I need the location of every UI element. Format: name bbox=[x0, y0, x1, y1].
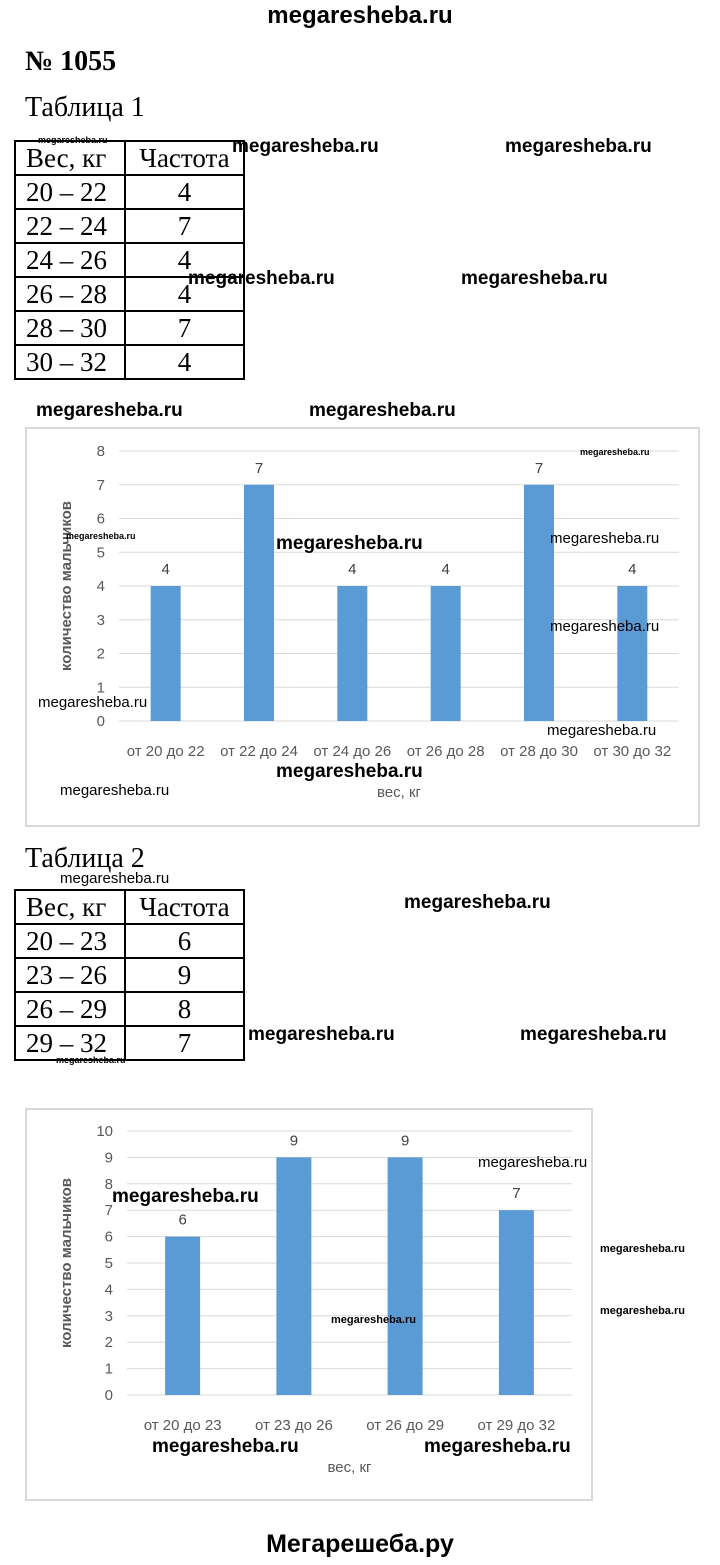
y-tick-label: 6 bbox=[104, 1228, 113, 1246]
watermark: megaresheba.ru bbox=[60, 870, 170, 887]
x-tick-label: от 20 до 23 bbox=[143, 1417, 222, 1434]
y-tick-label: 9 bbox=[104, 1149, 113, 1167]
y-tick-label: 7 bbox=[96, 476, 105, 494]
y-tick-label: 2 bbox=[104, 1334, 113, 1352]
cell-frequency: 7 bbox=[125, 209, 244, 243]
bar bbox=[617, 586, 647, 721]
cell-range: 26 – 28 bbox=[15, 277, 125, 311]
cell-frequency: 4 bbox=[125, 243, 244, 277]
watermark: megaresheba.ru bbox=[36, 400, 183, 421]
watermark: megaresheba.ru bbox=[331, 1314, 416, 1326]
table1 bbox=[14, 140, 245, 380]
cell-frequency: 4 bbox=[125, 345, 244, 379]
table1-title: Таблица 1 bbox=[25, 92, 145, 123]
cell-range: 24 – 26 bbox=[15, 243, 125, 277]
data-label: 4 bbox=[441, 561, 450, 578]
y-tick-label: 1 bbox=[96, 679, 105, 697]
watermark: megaresheba.ru bbox=[56, 1055, 126, 1065]
watermark: megaresheba.ru bbox=[232, 136, 379, 157]
y-tick-label: 7 bbox=[104, 1202, 113, 1220]
table-header-row bbox=[15, 141, 244, 175]
watermark: megaresheba.ru bbox=[424, 1436, 571, 1457]
data-label: 7 bbox=[254, 459, 264, 477]
bar bbox=[524, 485, 554, 721]
cell-frequency: 4 bbox=[125, 277, 244, 311]
watermark: megaresheba.ru bbox=[66, 531, 136, 541]
data-label: 7 bbox=[534, 459, 544, 477]
watermark: megaresheba.ru bbox=[309, 400, 456, 421]
x-tick-label: от 29 до 32 bbox=[477, 1417, 556, 1434]
y-tick-label: 4 bbox=[96, 578, 105, 595]
bar bbox=[276, 1157, 311, 1395]
bar bbox=[499, 1210, 534, 1395]
y-tick-label: 6 bbox=[96, 510, 105, 528]
data-label: 9 bbox=[400, 1132, 410, 1150]
y-axis-label: количество мальчиков bbox=[58, 500, 75, 672]
table-header-row bbox=[15, 890, 244, 924]
watermark: megaresheba.ru bbox=[60, 782, 170, 799]
x-tick-label: от 30 до 32 bbox=[593, 743, 672, 760]
y-tick-label: 4 bbox=[104, 1281, 113, 1299]
table-row bbox=[15, 209, 244, 243]
watermark: megaresheba.ru bbox=[547, 722, 657, 739]
cell-frequency: 7 bbox=[125, 311, 244, 345]
cell-range: 30 – 32 bbox=[15, 345, 125, 379]
watermark: megaresheba.ru bbox=[188, 268, 335, 289]
watermark: megaresheba.ru bbox=[550, 530, 660, 547]
table-row bbox=[15, 958, 244, 992]
bar bbox=[244, 485, 274, 721]
x-tick-label: от 20 до 22 bbox=[126, 743, 205, 760]
cell-range: 23 – 26 bbox=[15, 958, 125, 992]
cell-range: 22 – 24 bbox=[15, 209, 125, 243]
data-label: 4 bbox=[348, 561, 357, 578]
y-tick-label: 8 bbox=[96, 443, 105, 460]
cell-range: 28 – 30 bbox=[15, 311, 125, 345]
table2 bbox=[14, 889, 245, 1061]
watermark: megaresheba.ru bbox=[600, 1243, 685, 1255]
bar bbox=[151, 586, 181, 721]
problem-number: № 1055 bbox=[25, 46, 117, 77]
watermark: megaresheba.ru bbox=[276, 761, 423, 782]
watermark: megaresheba.ru bbox=[505, 136, 652, 157]
cell-range: 29 – 32 bbox=[15, 1026, 125, 1060]
cell-frequency: 4 bbox=[125, 175, 244, 209]
watermark: megaresheba.ru bbox=[248, 1024, 395, 1045]
cell-range: 26 – 29 bbox=[15, 992, 125, 1026]
y-tick-label: 5 bbox=[96, 544, 105, 562]
data-label: 9 bbox=[289, 1132, 299, 1150]
data-label: 4 bbox=[161, 561, 170, 578]
watermark: megaresheba.ru bbox=[276, 533, 423, 554]
cell-frequency: 7 bbox=[125, 1026, 244, 1060]
table-row bbox=[15, 992, 244, 1026]
x-axis-label: вес, кг bbox=[327, 1459, 372, 1476]
table-row bbox=[15, 175, 244, 209]
bar bbox=[337, 586, 367, 721]
y-tick-label: 10 bbox=[96, 1123, 113, 1140]
header-frequency: Частота bbox=[125, 141, 244, 175]
bar bbox=[165, 1237, 200, 1395]
y-tick-label: 1 bbox=[104, 1360, 113, 1378]
x-tick-label: от 28 до 30 bbox=[500, 743, 578, 760]
cell-range: 20 – 22 bbox=[15, 175, 125, 209]
bar bbox=[388, 1157, 423, 1395]
header-frequency: Частота bbox=[125, 890, 244, 924]
watermark: megaresheba.ru bbox=[112, 1186, 259, 1207]
x-tick-label: от 26 до 29 bbox=[366, 1417, 445, 1434]
x-tick-label: от 22 до 24 bbox=[220, 743, 298, 760]
watermark: megaresheba.ru bbox=[478, 1154, 588, 1171]
site-footer: Мегарешеба.ру bbox=[266, 1530, 454, 1558]
watermark: megaresheba.ru bbox=[520, 1024, 667, 1045]
bar bbox=[431, 586, 461, 721]
watermark: megaresheba.ru bbox=[152, 1436, 299, 1457]
x-tick-label: от 24 до 26 bbox=[313, 743, 392, 760]
y-axis-label: количество мальчиков bbox=[58, 1177, 75, 1349]
watermark: megaresheba.ru bbox=[580, 447, 650, 457]
cell-frequency: 6 bbox=[125, 924, 244, 958]
y-tick-label: 2 bbox=[96, 645, 105, 663]
y-tick-label: 0 bbox=[96, 713, 105, 730]
y-tick-label: 3 bbox=[96, 611, 105, 629]
cell-range: 20 – 23 bbox=[15, 924, 125, 958]
watermark: megaresheba.ru bbox=[404, 892, 551, 913]
watermark: megaresheba.ru bbox=[600, 1305, 685, 1317]
watermark: megaresheba.ru bbox=[550, 618, 660, 635]
y-tick-label: 3 bbox=[104, 1307, 113, 1325]
site-header: megaresheba.ru bbox=[267, 2, 453, 29]
y-tick-label: 0 bbox=[104, 1387, 113, 1404]
table2-title: Таблица 2 bbox=[25, 843, 145, 874]
data-label: 6 bbox=[178, 1211, 187, 1229]
header-weight: Вес, кг bbox=[15, 890, 125, 924]
table-row bbox=[15, 924, 244, 958]
header-weight: Вес, кг bbox=[15, 141, 125, 175]
x-tick-label: от 23 до 26 bbox=[254, 1417, 333, 1434]
data-label: 7 bbox=[512, 1185, 521, 1203]
watermark: megaresheba.ru bbox=[461, 268, 608, 289]
table-row bbox=[15, 1026, 244, 1060]
table-row bbox=[15, 345, 244, 379]
y-tick-label: 8 bbox=[104, 1175, 113, 1193]
x-tick-label: от 26 до 28 bbox=[406, 743, 485, 760]
cell-frequency: 9 bbox=[125, 958, 244, 992]
watermark: megaresheba.ru bbox=[38, 135, 108, 145]
data-label: 4 bbox=[628, 561, 637, 578]
table-row bbox=[15, 311, 244, 345]
cell-frequency: 8 bbox=[125, 992, 244, 1026]
watermark: megaresheba.ru bbox=[38, 694, 148, 711]
x-axis-label: вес, кг bbox=[376, 784, 422, 801]
y-tick-label: 5 bbox=[104, 1255, 113, 1272]
